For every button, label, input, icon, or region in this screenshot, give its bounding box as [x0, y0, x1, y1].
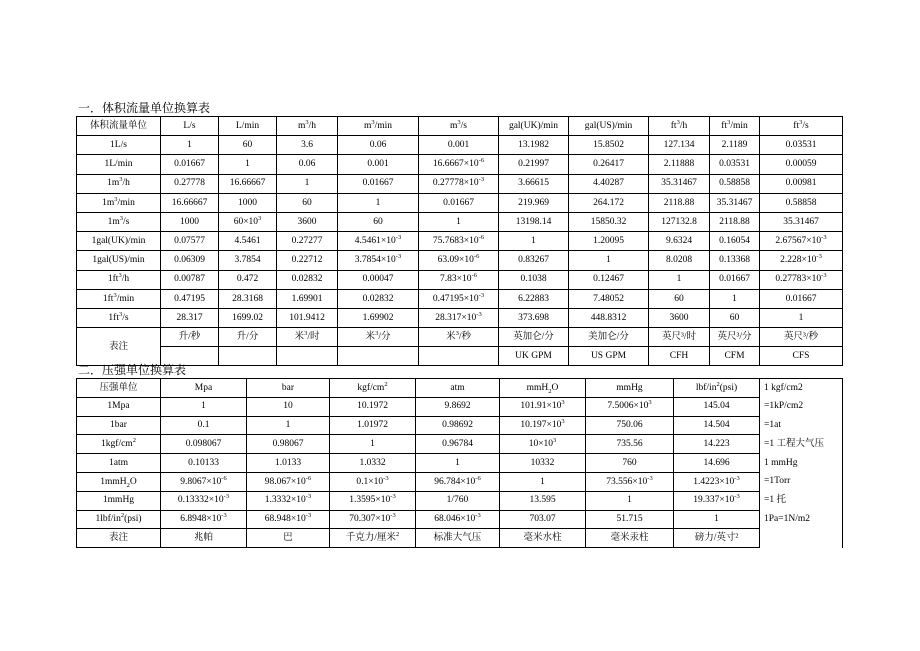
header-cell: $ft^3/s$ [760, 117, 843, 136]
table-cell: 1 [649, 270, 710, 289]
table-cell: 60 [710, 308, 760, 327]
table-header-row [77, 379, 843, 398]
table-row [77, 289, 843, 308]
table-cell: atm [416, 379, 500, 398]
table-cell: 15.8502 [569, 136, 649, 155]
table-row [77, 435, 843, 454]
table-cell: 1.0332 [330, 454, 416, 473]
table-cell: $2.67567\times 10^{-3}$ [760, 232, 843, 251]
table-row [77, 270, 843, 289]
table-cell: 6.22883 [499, 289, 569, 308]
table-cell: 0.12467 [569, 270, 649, 289]
row-label: $1ft^3/\min$ [77, 289, 161, 308]
table-row [77, 529, 843, 548]
table-cell: 14.504 [674, 416, 760, 435]
table-cell: 1 [500, 472, 586, 491]
table-cell: 0.098067 [161, 435, 247, 454]
table-cell: 10332 [500, 454, 586, 473]
table-cell: 35.31467 [710, 193, 760, 212]
row-label: 压强单位 [77, 379, 161, 398]
row-label: 表注 [77, 529, 161, 548]
table-cell: lbf/$in^2(psi)$ [674, 379, 760, 398]
table-cell: 0.22712 [277, 251, 338, 270]
table-cell: Mpa [161, 379, 247, 398]
table-cell: 0.02832 [338, 289, 419, 308]
table-cell: 14.223 [674, 435, 760, 454]
table-cell: 0.01667 [161, 155, 219, 174]
table-cell: 1 [419, 212, 499, 231]
table-cell: 1 [416, 454, 500, 473]
table-row [77, 251, 843, 270]
table-cell: 0.27277 [277, 232, 338, 251]
table-cell: 28.3168 [219, 289, 277, 308]
row-label: 1atm [77, 454, 161, 473]
table-cell: 0.16054 [710, 232, 760, 251]
table-cell: 0.001 [338, 155, 419, 174]
table-cell: 0.06 [277, 155, 338, 174]
header-cell: $m^3/s$ [419, 117, 499, 136]
table-cell: 51.715 [586, 510, 674, 529]
table-cell: $0.1\times 10^{-3}$ [330, 472, 416, 491]
notes-row [77, 328, 843, 347]
table-cell: $6.8948\times 10^{-3}$ [161, 510, 247, 529]
row-label: 1mmHg [77, 491, 161, 510]
table-cell: 磅力/英寸² [674, 529, 760, 548]
pressure-conversion-table [76, 378, 843, 548]
table-cell: 0.96784 [416, 435, 500, 454]
table-cell: 1 [277, 174, 338, 193]
table-cell: 0.02832 [277, 270, 338, 289]
table-cell: 1.69901 [277, 289, 338, 308]
table-cell: 毫米水柱 [500, 529, 586, 548]
row-label: $1m^3/h$ [77, 174, 161, 193]
row-label: 1L/s [77, 136, 161, 155]
table-cell: 1 [338, 193, 419, 212]
table-row [77, 174, 843, 193]
side-note: =1 工程大气压 [760, 435, 843, 454]
table-cell: 1000 [219, 193, 277, 212]
row-label: 1gal(UK)/min [77, 232, 161, 251]
note-cell: 米$^3$/秒 [419, 328, 499, 347]
table-cell: $3.7854\times 10^{-3}$ [338, 251, 419, 270]
row-label: $1m^3/\min$ [77, 193, 161, 212]
note-cell: 升/分 [219, 328, 277, 347]
header-cell: gal(UK)/min [499, 117, 569, 136]
table-cell: 2.1189 [710, 136, 760, 155]
table-cell: 703.07 [500, 510, 586, 529]
side-note: =1at [760, 416, 843, 435]
table-cell: 1.20095 [569, 232, 649, 251]
table-cell: 1 [161, 136, 219, 155]
row-label: $1lbf/in^2(psi)$ [77, 510, 161, 529]
table-cell: 7.48052 [569, 289, 649, 308]
table-cell: 0.03531 [710, 155, 760, 174]
note-cell: 美加仑/分 [569, 328, 649, 347]
side-note: =1Torr [760, 472, 843, 491]
notes-label: 表注 [77, 328, 161, 366]
table-cell: 373.698 [499, 308, 569, 327]
note-cell: US GPM [569, 347, 649, 366]
side-note: 1Pa=1N/m2 [760, 510, 843, 548]
header-cell: L/s [161, 117, 219, 136]
table-cell: $4.5461\times 10^{-3}$ [338, 232, 419, 251]
table-cell: 0.1038 [499, 270, 569, 289]
table-cell: 0.01667 [760, 289, 843, 308]
table-cell: 0.01667 [710, 270, 760, 289]
side-note: =1 托 [760, 491, 843, 510]
header-cell: L/min [219, 117, 277, 136]
header-cell: 体积流量单位 [77, 117, 161, 136]
table-cell: 2.11888 [649, 155, 710, 174]
note-cell: CFS [760, 347, 843, 366]
note-cell: 米$^3$/时 [277, 328, 338, 347]
table-cell: 0.1 [161, 416, 247, 435]
note-cell [419, 347, 499, 366]
table-cell: 448.8312 [569, 308, 649, 327]
row-label: 1L/min [77, 155, 161, 174]
table-row [77, 454, 843, 473]
table-cell: $19.337\times 10^{-3}$ [674, 491, 760, 510]
table-cell: $9.8067\times 10^{-6}$ [161, 472, 247, 491]
table-row [77, 232, 843, 251]
row-label: 1gal(US)/min [77, 251, 161, 270]
table-cell: 3.6 [277, 136, 338, 155]
table-cell: 1 [586, 491, 674, 510]
table-cell: 0.472 [219, 270, 277, 289]
table-cell: 千克力/厘米$^2$ [330, 529, 416, 548]
table-cell: 3600 [649, 308, 710, 327]
table-cell: $28.317\times 10^{-3}$ [419, 308, 499, 327]
table-cell: 0.98692 [416, 416, 500, 435]
table-cell: 60 [649, 289, 710, 308]
table-cell: 0.00059 [760, 155, 843, 174]
table-cell: 16.66667 [161, 193, 219, 212]
table-cell: 60 [277, 193, 338, 212]
table-header-row [77, 117, 843, 136]
table-cell: 1 [330, 435, 416, 454]
table-cell: $0.47195\times 10^{-3}$ [419, 289, 499, 308]
table-cell: 8.0208 [649, 251, 710, 270]
table-cell: 145.04 [674, 397, 760, 416]
table-cell: 0.26417 [569, 155, 649, 174]
table-cell: 0.27778 [161, 174, 219, 193]
table-cell: 4.5461 [219, 232, 277, 251]
table-cell: 1.0133 [247, 454, 330, 473]
note-cell: 英加仑/分 [499, 328, 569, 347]
flow-rate-conversion-table [76, 116, 843, 366]
table-cell: 1.69902 [338, 308, 419, 327]
table-cell: 1/760 [416, 491, 500, 510]
table-row [77, 212, 843, 231]
notes-row [77, 347, 843, 366]
table-cell: 15850.32 [569, 212, 649, 231]
note-cell: CFH [649, 347, 710, 366]
table-cell: $73.556\times 10^{-3}$ [586, 472, 674, 491]
note-cell [277, 347, 338, 366]
table-cell: 14.696 [674, 454, 760, 473]
table-cell: 1 [569, 251, 649, 270]
table-cell: $0.27778\times 10^{-3}$ [419, 174, 499, 193]
note-cell: UK GPM [499, 347, 569, 366]
table-cell: $1.4223\times 10^{-3}$ [674, 472, 760, 491]
section-title-flow: 一．体积流量单位换算表 [78, 101, 211, 115]
row-label: $1ft^3/s$ [77, 308, 161, 327]
table-cell: 1 [219, 155, 277, 174]
table-cell: 0.21997 [499, 155, 569, 174]
table-cell: 0.00787 [161, 270, 219, 289]
table-cell: 219.969 [499, 193, 569, 212]
table-row [77, 491, 843, 510]
note-cell [219, 347, 277, 366]
table-cell: 0.98067 [247, 435, 330, 454]
table-cell: 10 [247, 397, 330, 416]
table-cell: $7.5006\times 10^3$ [586, 397, 674, 416]
table-cell: 0.01667 [419, 193, 499, 212]
note-cell: 英尺³/分 [710, 328, 760, 347]
table-cell: 毫米汞柱 [586, 529, 674, 548]
table-cell: 标准大气压 [416, 529, 500, 548]
table-cell: 735.56 [586, 435, 674, 454]
header-cell: $m^3/\min$ [338, 117, 419, 136]
table-cell: mmH$_2$O [500, 379, 586, 398]
table-cell: 0.01667 [338, 174, 419, 193]
table-cell: 2118.88 [649, 193, 710, 212]
table-cell: bar [247, 379, 330, 398]
table-cell: 13.595 [500, 491, 586, 510]
table-cell: 3.7854 [219, 251, 277, 270]
table-cell: 0.06309 [161, 251, 219, 270]
table-row [77, 510, 843, 529]
table-cell: 1 [247, 416, 330, 435]
table-cell: 1 [674, 510, 760, 529]
row-label: 1bar [77, 416, 161, 435]
table-cell: 4.40287 [569, 174, 649, 193]
table-cell: 16.66667 [219, 174, 277, 193]
table-cell: 10.1972 [330, 397, 416, 416]
table-cell: 3600 [277, 212, 338, 231]
header-cell: $ft^3/\min$ [710, 117, 760, 136]
table-cell: $75.7683\times 10^{-6}$ [419, 232, 499, 251]
table-cell: $98.067\times 10^{-6}$ [247, 472, 330, 491]
table-cell: 1.01972 [330, 416, 416, 435]
table-cell: $60\times 10^3$ [219, 212, 277, 231]
table-cell: $68.948\times 10^{-3}$ [247, 510, 330, 529]
table-cell: 1699.02 [219, 308, 277, 327]
table-cell: $0.13332\times 10^{-3}$ [161, 491, 247, 510]
table-row [77, 193, 843, 212]
side-note: 1 kgf/cm2 [760, 379, 843, 398]
note-cell: 英尺³/秒 [760, 328, 843, 347]
table-row [77, 155, 843, 174]
table-cell: 750.06 [586, 416, 674, 435]
table-cell: 35.31467 [760, 212, 843, 231]
header-cell: $ft^3/h$ [649, 117, 710, 136]
side-note: 1 mmHg [760, 454, 843, 473]
table-cell: 0.13368 [710, 251, 760, 270]
table-cell: $0.27783\times 10^{-3}$ [760, 270, 843, 289]
table-cell: 60 [338, 212, 419, 231]
table-cell: 巴 [247, 529, 330, 548]
table-row [77, 416, 843, 435]
table-cell: 0.58858 [760, 193, 843, 212]
note-cell: 升/秒 [161, 328, 219, 347]
table-cell: kgf/$cm^2$ [330, 379, 416, 398]
side-note: =1kP/cm2 [760, 397, 843, 416]
table-cell: 13198.14 [499, 212, 569, 231]
table-cell: 1000 [161, 212, 219, 231]
table-row [77, 397, 843, 416]
table-cell: 1 [161, 397, 247, 416]
table-cell: $7.83\times 10^{-6}$ [419, 270, 499, 289]
table-cell: 1 [760, 308, 843, 327]
table-row [77, 136, 843, 155]
note-cell: CFM [710, 347, 760, 366]
row-label: $1ft^3/h$ [77, 270, 161, 289]
note-cell [338, 347, 419, 366]
table-cell: 0.06 [338, 136, 419, 155]
table-cell: 0.001 [419, 136, 499, 155]
table-cell: 兆帕 [161, 529, 247, 548]
table-cell: $101.91\times 10^3$ [500, 397, 586, 416]
table-cell: 9.8692 [416, 397, 500, 416]
table-cell: $68.046\times 10^{-3}$ [416, 510, 500, 529]
table-cell: 101.9412 [277, 308, 338, 327]
row-label: 1mmH$_2$O [77, 472, 161, 491]
table-cell: $10.197\times 10^3$ [500, 416, 586, 435]
table-row [77, 472, 843, 491]
table-cell: $1.3595\times 10^{-3}$ [330, 491, 416, 510]
table-cell: 264.172 [569, 193, 649, 212]
header-cell: gal(US)/min [569, 117, 649, 136]
table-cell: $1.3332\times 10^{-3}$ [247, 491, 330, 510]
table-cell: $70.307\times 10^{-3}$ [330, 510, 416, 529]
table-cell: 1 [499, 232, 569, 251]
table-cell: $10\times 10^3$ [500, 435, 586, 454]
table-row [77, 308, 843, 327]
table-cell: 0.00047 [338, 270, 419, 289]
table-cell: 0.47195 [161, 289, 219, 308]
table-cell: 13.1982 [499, 136, 569, 155]
table-cell: 760 [586, 454, 674, 473]
section-title-pressure: 二．压强单位换算表 [78, 363, 187, 377]
table-cell: 0.07577 [161, 232, 219, 251]
row-label: $1m^3/s$ [77, 212, 161, 231]
table-cell: 2118.88 [710, 212, 760, 231]
note-cell: 英尺³/时 [649, 328, 710, 347]
table-cell: $16.6667\times 10^{-6}$ [419, 155, 499, 174]
table-cell: 1 [710, 289, 760, 308]
note-cell: 米$^3$/分 [338, 328, 419, 347]
table-cell: $96.784\times 10^{-6}$ [416, 472, 500, 491]
table-cell: 0.00981 [760, 174, 843, 193]
table-cell: 127.134 [649, 136, 710, 155]
row-label: $1kgf/cm^2$ [77, 435, 161, 454]
table-cell: $63.09\times 10^{-6}$ [419, 251, 499, 270]
table-cell: 127132.8 [649, 212, 710, 231]
table-cell: 0.10133 [161, 454, 247, 473]
table-cell: 0.83267 [499, 251, 569, 270]
row-label: 1Mpa [77, 397, 161, 416]
table-cell: 0.58858 [710, 174, 760, 193]
table-cell: mmHg [586, 379, 674, 398]
header-cell: $m^3/h$ [277, 117, 338, 136]
table-cell: 3.66615 [499, 174, 569, 193]
table-cell: $2.228\times 10^{-3}$ [760, 251, 843, 270]
table-cell: 28.317 [161, 308, 219, 327]
table-cell: 9.6324 [649, 232, 710, 251]
table-cell: 35.31467 [649, 174, 710, 193]
table-cell: 60 [219, 136, 277, 155]
table-cell: 0.03531 [760, 136, 843, 155]
